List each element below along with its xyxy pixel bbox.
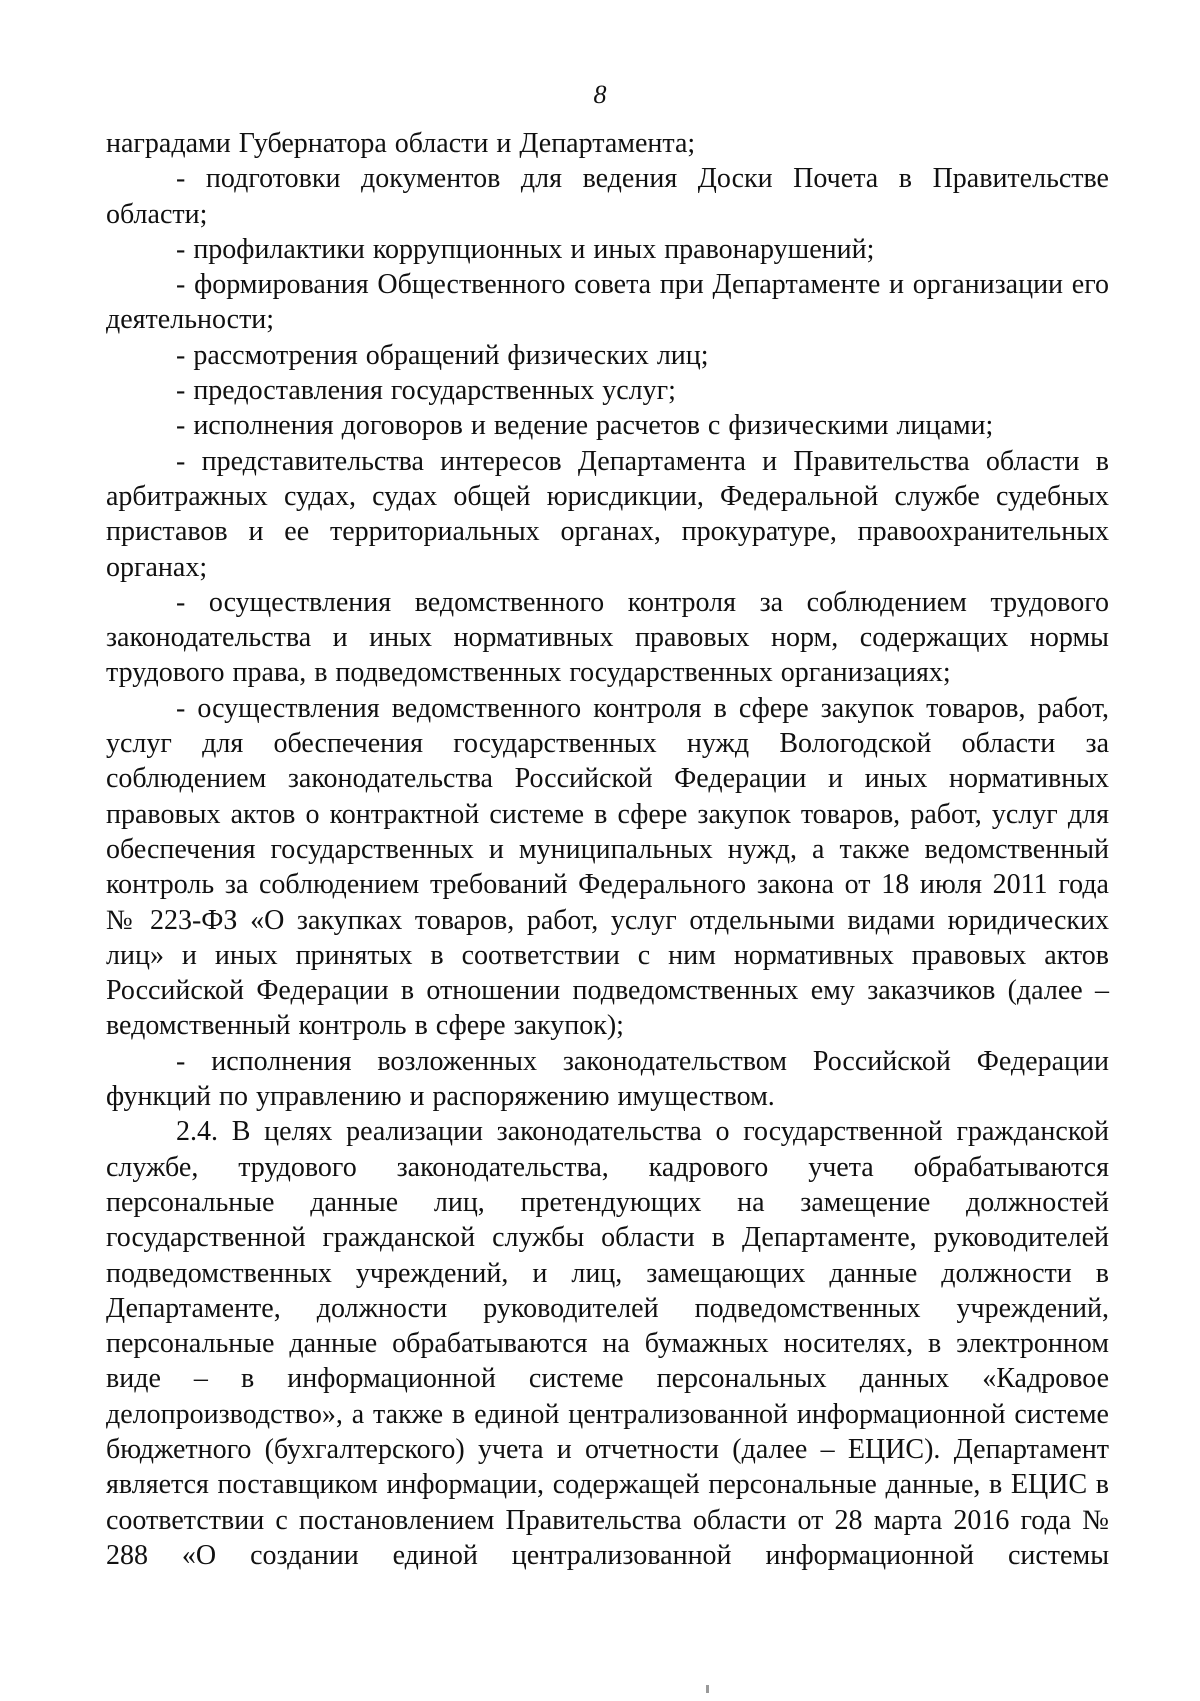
paragraph: - осуществления ведомственного контроля за соблюдением трудового законодательства и иных нормативных правовых норм, содержащих нормы трудового права, в подведомственных государственных организациях;	[106, 586, 1109, 689]
paragraph: - исполнения возложенных законодательством Российской Федерации функций по управлению и распоряжению имуществом.	[106, 1045, 1109, 1113]
paragraph: - исполнения договоров и ведение расчетов с физическими лицами;	[176, 410, 994, 442]
paragraph: - формирования Общественного совета при Департаменте и организации его деятельности;	[106, 269, 1109, 336]
paragraph: - предоставления государственных услуг;	[176, 375, 676, 407]
page-number: 8	[593, 80, 607, 109]
paragraph: - подготовки документов для ведения Доски Почета в Правительстве области;	[106, 163, 1109, 230]
paragraph: наградами Губернатора области и Департамента;	[106, 128, 696, 159]
paragraph: - осуществления ведомственного контроля в сфере закупок товаров, работ, услуг для обеспечения государственных нужд Вологодской области за соблюдением законодательства Российской Федерации и иных нормативных правовых актов о контрактной системе в сфере закупок товаров, работ, услуг для обеспечения государственных и муниципальных нужд, а также ведомственный контроль за соблюдением требований Федерального закона от 18 июля 2011 года № 223-ФЗ «О закупках товаров, работ, услуг отдельными видами юридических лиц» и иных принятых в соответствии с ним нормативных правовых актов Российской Федерации в отношении подведомственных ему заказчиков (далее – ведомственный контроль в сфере закупок);	[106, 692, 1109, 1042]
document-body	[106, 126, 1109, 1573]
paragraph: - представительства интересов Департамента и Правительства области в арбитражных судах, судах общей юрисдикции, Федеральной службе судебных приставов и ее территориальных органах, прокуратуре, правоохранительных органах;	[106, 445, 1109, 583]
paragraph: - профилактики коррупционных и иных правонарушений;	[176, 233, 875, 265]
scan-mark	[706, 1685, 709, 1693]
paragraph: 2.4. В целях реализации законодательства о государственной гражданской службе, трудового законодательства, кадрового учета обрабатываются персональные данные лиц, претендующих на замещение должностей государственной гражданской службы области в Департаменте, руководителей подведомственных учреждений, и лиц, замещающих данные должности в Департаменте, должности руководителей подведомственных учреждений, персональные данные обрабатываются на бумажных носителях, в электронном виде – в информационной системе персональных данных «Кадровое делопроизводство», а также в единой централизованной информационной системе бюджетного (бухгалтерского) учета и отчетности (далее – ЕЦИС). Департамент является поставщиком информации, содержащей персональные данные, в ЕЦИС в соответствии с постановлением Правительства области от 28 марта 2016 года № 288 «О создании единой централизованной информационной системы	[106, 1116, 1109, 1571]
paragraph: - рассмотрения обращений физических лиц;	[176, 339, 709, 371]
